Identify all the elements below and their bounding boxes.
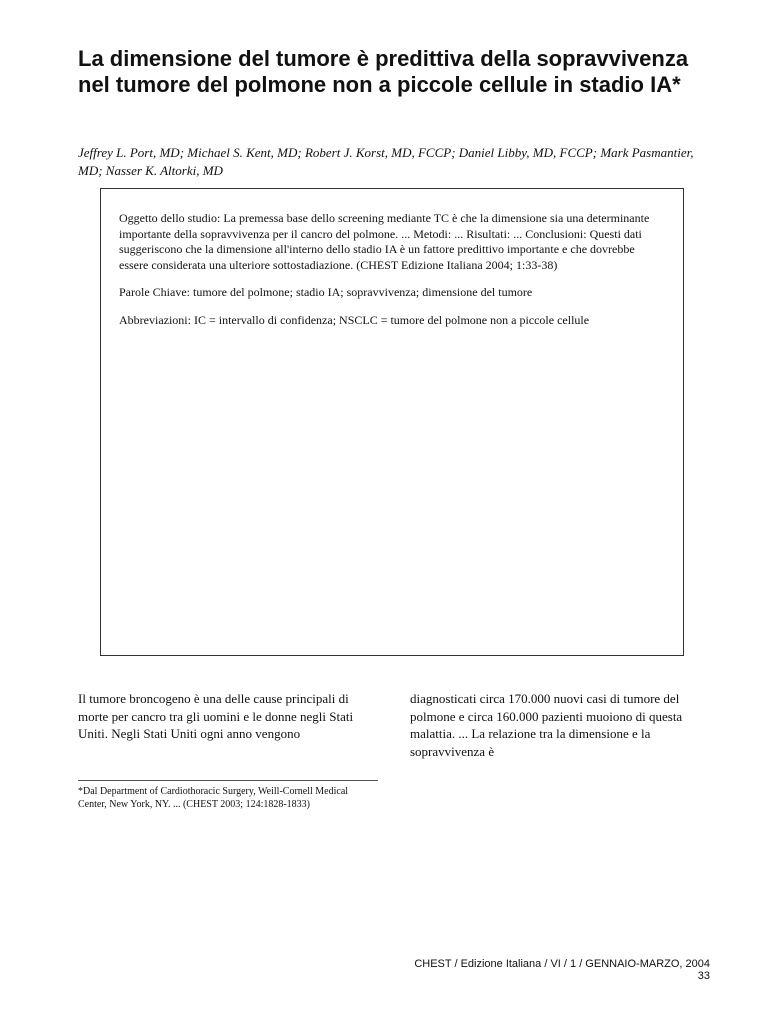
authors: Jeffrey L. Port, MD; Michael S. Kent, MD; Robert J. Korst, MD, FCCP; Daniel Libby, MD, FCCP; Mark Pasmantier, MD; Nasser K. Altorki, MD [78, 145, 694, 178]
abstract-box [100, 188, 684, 656]
abbreviations: Abbreviazioni: IC = intervallo di confidenza; NSCLC = tumore del polmone non a piccole cellule [119, 312, 590, 327]
body-left: Il tumore broncogeno è una delle cause principali di morte per cancro tra gli uomini e le donne negli Stati Uniti. Negli Stati Uniti ogni anno vengono [78, 691, 354, 742]
article-title: La dimensione del tumore è predittiva della sopravvivenza nel tumore del polmone non a piccole cellule in stadio IA* [78, 46, 689, 98]
body-right: diagnosticati circa 170.000 nuovi casi di tumore del polmone e circa 160.000 pazienti muoiono di questa malattia. ... La relazione tra la dimensione e la sopravvivenza è [410, 691, 683, 759]
page-footer: CHEST / Edizione Italiana / VI / 1 / GENNAIO-MARZO, 2004 33 [414, 958, 710, 982]
footnotes: *Dal Department of Cardiothoracic Surgery, Weill-Cornell Medical Center, New York, NY. ... (CHEST 2003; 124:1828-1833) [78, 780, 378, 811]
abstract-text: Oggetto dello studio: La premessa base dello screening mediante TC è che la dimensione sia una determinante importante della sopravvivenza per il cancro del polmone. ... Metodi: ... Risultati: ... Conclusioni: Questi dati suggeriscono che la dimensione all'interno dello stadio IA è un fattore predittivo importante e che dovrebbe essere considerata una ulteriore sottostadiazione. (CHEST Edizione Italiana 2004; 1:33-38) [119, 211, 650, 272]
keywords: Parole Chiave: tumore del polmone; stadio IA; sopravvivenza; dimensione del tumore [119, 285, 533, 300]
